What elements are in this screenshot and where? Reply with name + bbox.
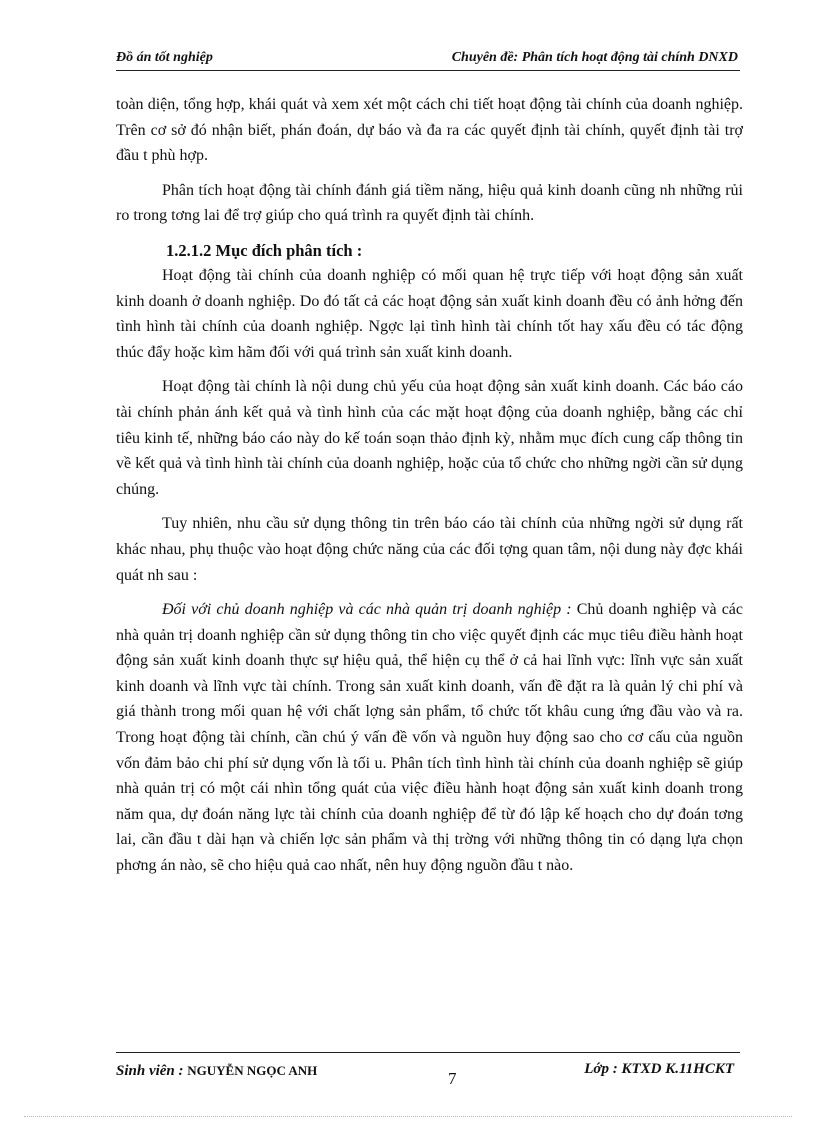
paragraph-2: Phân tích hoạt động tài chính đánh giá tiềm năng, hiệu quả kinh doanh cũng nh những rủi ro trong tơng lai để trợ giúp cho quá trình ra quyết định tài chính. bbox=[116, 181, 743, 225]
footer-student bbox=[116, 1063, 317, 1080]
footer-class-info: Lớp : KTXD K.11HCKT bbox=[584, 1061, 734, 1077]
footer-student-name: NGUYỄN NGỌC ANH bbox=[187, 1063, 318, 1078]
section-heading: 1.2.1.2 Mục đích phân tích : bbox=[166, 240, 363, 260]
paragraph-6-lead: Đối với chủ doanh nghiệp và các nhà quản trị doanh nghiệp : bbox=[162, 601, 572, 619]
page-footer bbox=[116, 1052, 740, 1087]
document-body bbox=[116, 92, 743, 888]
paragraph-4: Hoạt động tài chính là nội dung chủ yếu của hoạt động sản xuất kinh doanh. Các báo cáo tài chính phản ánh kết quả và tình hình của các mặt hoạt động của doanh nghiệp, bằng các chỉ tiêu kinh tế, những báo cáo này do kế toán soạn thảo định kỳ, nhằm mục đích cung cấp thông tin về kết quả và tình hình tài chính của doanh nghiệp, hoặc của tổ chức cho những ngời cần sử dụng chúng. bbox=[116, 378, 743, 498]
paragraph-6 bbox=[116, 597, 743, 879]
page-number: 7 bbox=[448, 1069, 457, 1088]
paragraph-5: Tuy nhiên, nhu cầu sử dụng thông tin trên báo cáo tài chính của những ngời sử dụng rất khác nhau, phụ thuộc vào hoạt động chức năng của các đối tợng quan tâm, nội dung này đợc khái quát nh sau : bbox=[116, 515, 743, 584]
page-edge-divider bbox=[24, 1116, 792, 1117]
footer-student-label: Sinh viên : bbox=[116, 1063, 184, 1079]
header-left-title: Đồ án tốt nghiệp bbox=[116, 50, 213, 65]
paragraph-3: Hoạt động tài chính của doanh nghiệp có mối quan hệ trực tiếp với hoạt động sản xuất kinh doanh ở doanh nghiệp. Do đó tất cả các hoạt động sản xuất kinh doanh đều có ảnh hởng đến tình hình tài chính của doanh nghiệp. Ngợc lại tình hình tài chính tốt hay xấu đều có tác động thúc đẩy hoặc kìm hãm đối với quá trình sản xuất kinh doanh. bbox=[116, 266, 743, 361]
paragraph-6-text: Chủ doanh nghiệp và các nhà quản trị doanh nghiệp cần sử dụng thông tin cho việc quyết định các mục tiêu điều hành hoạt động sản xuất kinh doanh thực sự hiệu quả, thể hiện cụ thể ở cả hai lĩnh vực: lĩnh vực sản xuất kinh doanh và lĩnh vực tài chính. Trong sản xuất kinh doanh, vấn đề đặt ra là quản lý chi phí và giá thành trong mối quan hệ với chất lợng sản phẩm, tổ chức tốt khâu cung ứng đầu vào và ra. Trong hoạt động tài chính, cần chú ý vấn đề vốn và nguồn huy động sao cho cơ cấu của nguồn vốn đảm bảo chi phí sử dụng vốn là tối u. Phân tích tình hình tài chính của doanh nghiệp sẽ giúp nhà quản trị có một cái nhìn tổng quát của việc điều hành hoạt động sản xuất kinh doanh trong năm qua, dự đoán năng lực tài chính của doanh nghiệp để từ đó lập kế hoạch cho dự đoán tơng lai, cần đầu t dài hạn và chiến lợc sản phẩm và thị trờng với những thông tin có dạng lựa chọn phơng án nào, sẽ cho hiệu quả cao nhất, nên huy động nguồn đầu t nào. bbox=[116, 601, 743, 875]
page-header bbox=[116, 48, 740, 71]
header-right-title: Chuyên đề: Phân tích hoạt động tài chính DNXD bbox=[451, 50, 738, 65]
paragraph-1: toàn diện, tổng hợp, khái quát và xem xét một cách chi tiết hoạt động tài chính của doanh nghiệp. Trên cơ sở đó nhận biết, phán đoán, dự báo và đa ra các quyết định tài chính, quyết định tài trợ đầu t phù hợp. bbox=[116, 96, 743, 165]
